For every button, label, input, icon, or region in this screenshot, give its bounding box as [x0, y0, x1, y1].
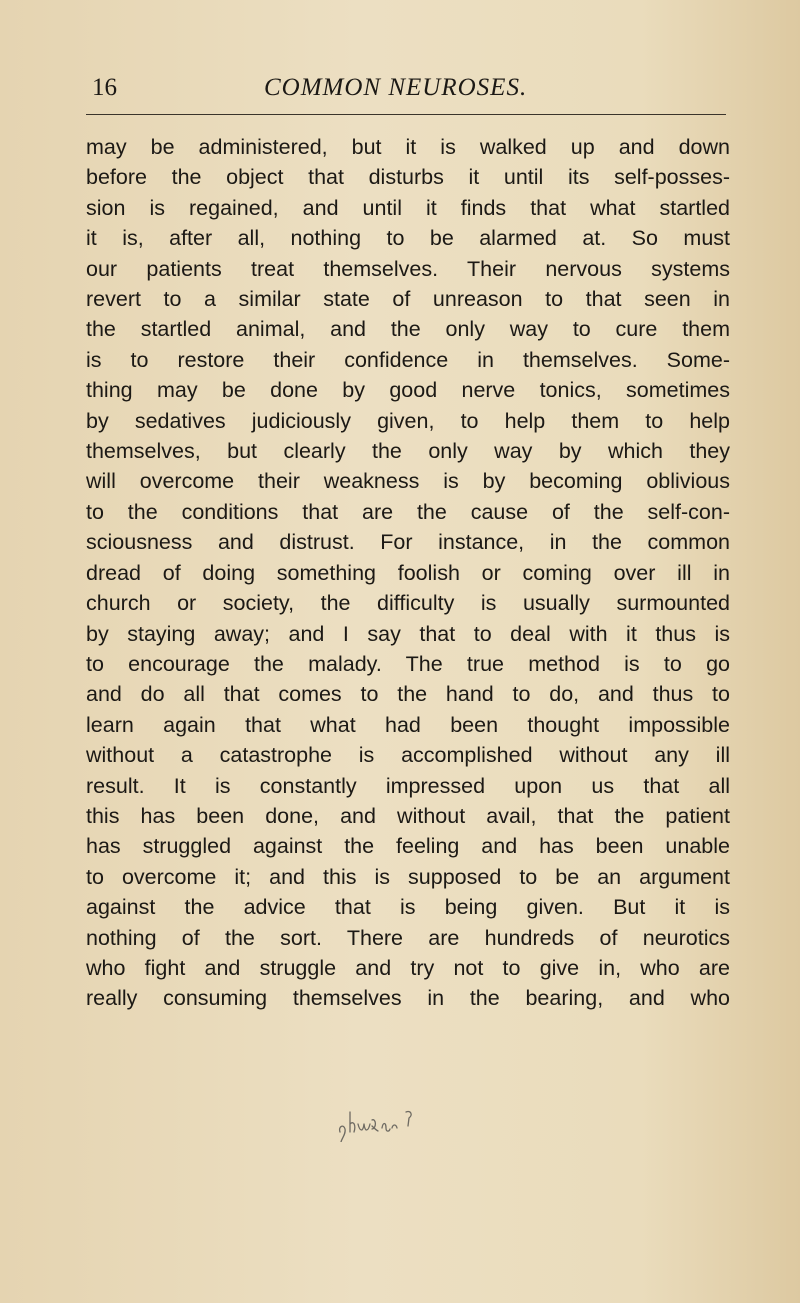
text-line: result. It is constantly impressed upon us that all — [86, 773, 730, 798]
running-head — [84, 72, 720, 104]
text-line: really consuming themselves in the bearing, and who — [86, 986, 730, 1011]
text-line: is to restore their confidence in themselves. Some- — [86, 347, 730, 372]
text-line: to overcome it; and this is supposed to be an argument — [86, 864, 730, 889]
text-line: thing may be done by good nerve tonics, sometimes — [86, 378, 730, 403]
text-line: nothing of the sort. There are hundreds of neurotics — [86, 925, 730, 950]
text-line: by sedatives judiciously given, to help them to help — [86, 408, 730, 433]
running-title: COMMON NEUROSES. — [264, 74, 528, 101]
text-line: themselves, but clearly the only way by which they — [86, 439, 730, 464]
text-line: sion is regained, and until it finds that what startled — [86, 195, 730, 220]
text-line: has struggled against the feeling and has been unable — [86, 834, 730, 859]
text-line: sciousness and distrust. For instance, in the common — [86, 530, 730, 555]
text-line: the startled animal, and the only way to cure them — [86, 317, 730, 342]
text-line: to the conditions that are the cause of the self-con- — [86, 499, 730, 524]
text-line: by staying away; and I say that to deal with it thus is — [86, 621, 730, 646]
text-line: it is, after all, nothing to be alarmed at. So must — [86, 226, 730, 251]
text-line: and do all that comes to the hand to do, and thus to — [86, 682, 730, 707]
text-line: our patients treat themselves. Their nervous systems — [86, 256, 730, 281]
text-line: to encourage the malady. The true method is to go — [86, 651, 730, 676]
text-line: may be administered, but it is walked up and down — [86, 135, 730, 159]
body-text — [86, 132, 730, 1014]
text-line: will overcome their weakness is by becoming oblivious — [86, 469, 730, 494]
text-line: who fight and struggle and try not to give in, who are — [86, 955, 730, 980]
text-line: church or society, the difficulty is usually surmounted — [86, 591, 730, 616]
text-line: without a catastrophe is accomplished without any ill — [86, 743, 730, 768]
text-line: this has been done, and without avail, that the patient — [86, 803, 730, 828]
text-line: learn again that what had been thought impossible — [86, 712, 730, 737]
header-rule — [86, 114, 726, 115]
text-line: before the object that disturbs it until its self-posses- — [86, 165, 730, 190]
text-line: dread of doing something foolish or coming over ill in — [86, 560, 730, 585]
pencil-scribble-icon — [336, 1102, 416, 1142]
page-number: 16 — [92, 74, 117, 101]
text-line: revert to a similar state of unreason to that seen in — [86, 287, 730, 312]
text-line: against the advice that is being given. But it is — [86, 895, 730, 920]
